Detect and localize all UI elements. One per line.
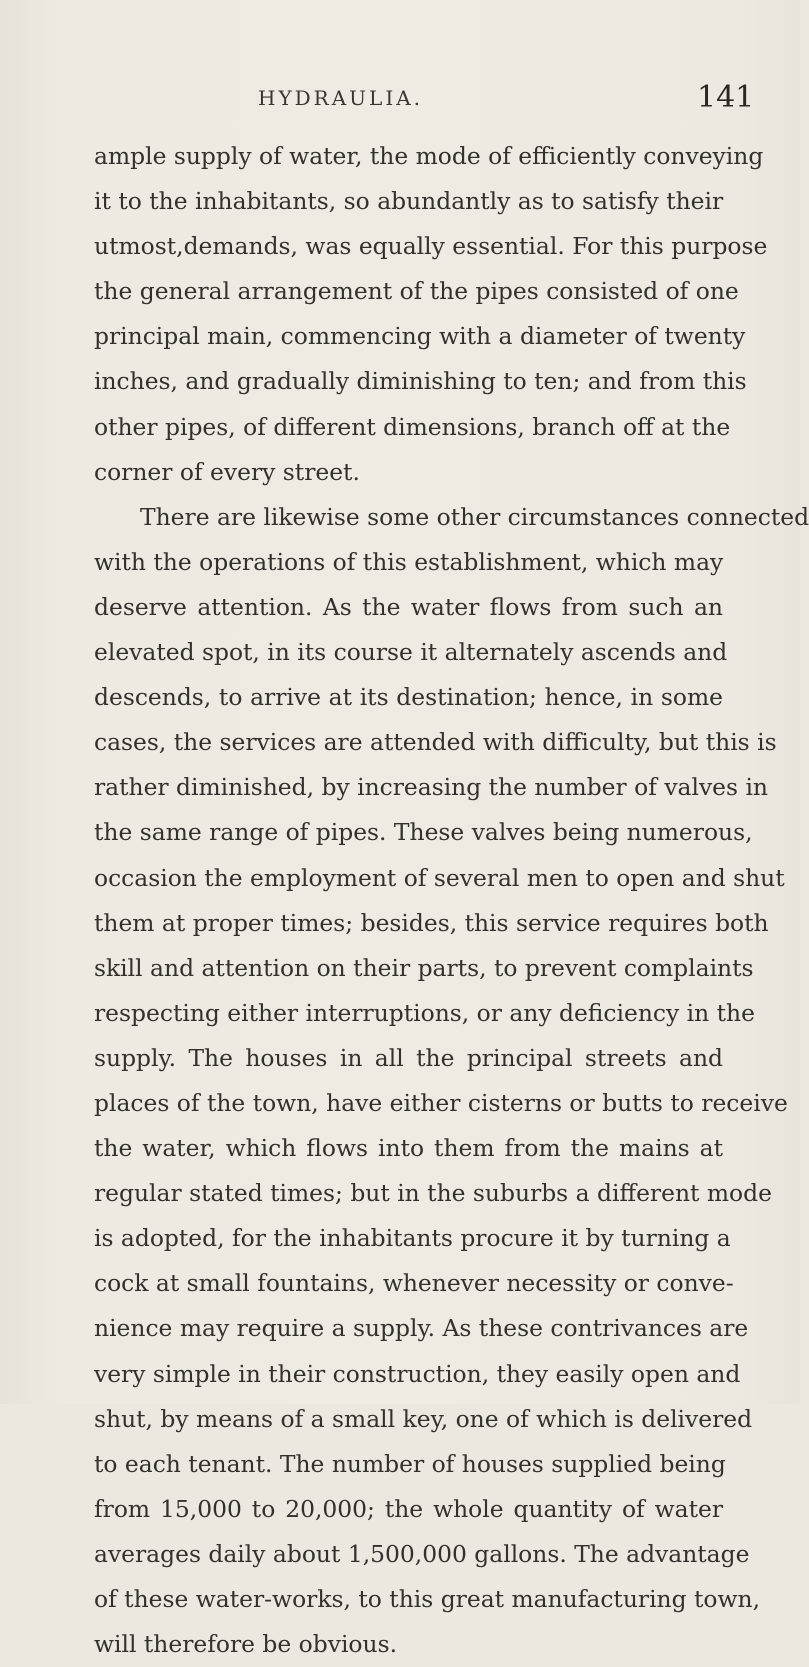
text-line: to each tenant. The number of houses supplied being bbox=[94, 1449, 726, 1478]
text-line: utmost,demands, was equally essential. For this purpose bbox=[94, 232, 768, 261]
text-line: it to the inhabitants, so abundantly as to satisfy their bbox=[94, 187, 724, 216]
text-line: nience may require a supply. As these contrivances are bbox=[94, 1314, 749, 1343]
text-line: will therefore be obvious. bbox=[94, 1630, 398, 1659]
text-line: the water, which flows into them from the mains at bbox=[94, 1134, 723, 1163]
text-line: averages daily about 1,500,000 gallons. The advantage bbox=[94, 1539, 750, 1568]
text-line: descends, to arrive at its destination; hence, in some bbox=[94, 683, 723, 712]
text-line: elevated spot, in its course it alternately ascends and bbox=[94, 638, 728, 667]
text-line: cases, the services are attended with difficulty, but this is bbox=[94, 728, 777, 757]
text-line: them at proper times; besides, this service requires both bbox=[94, 908, 769, 937]
text-line: from 15,000 to 20,000; the whole quantity of water bbox=[94, 1494, 723, 1523]
text-line: of these water-works, to this great manufacturing town, bbox=[94, 1585, 761, 1613]
text-line: rather diminished, by increasing the number of valves in bbox=[94, 773, 768, 802]
text-line: respecting either interruptions, or any deficiency in the bbox=[94, 998, 755, 1027]
page-number: 141 bbox=[697, 80, 755, 115]
text-line: principal main, commencing with a diameter of twenty bbox=[94, 322, 746, 351]
text-line: with the operations of this establishment, which may bbox=[94, 547, 724, 576]
text-line: the same range of pipes. These valves being numerous, bbox=[94, 818, 753, 847]
text-line: supply. The houses in all the principal streets and bbox=[94, 1043, 723, 1072]
paragraph-start-line: There are likewise some other circumstances connected bbox=[140, 502, 809, 531]
text-line: cock at small fountains, whenever necessity or conve- bbox=[94, 1269, 734, 1298]
text-line: is adopted, for the inhabitants procure it by turning a bbox=[94, 1224, 731, 1253]
page-header bbox=[0, 80, 800, 124]
text-line: other pipes, of different dimensions, branch off at the bbox=[94, 412, 731, 441]
text-line: regular stated times; but in the suburbs a different mode bbox=[94, 1179, 772, 1208]
text-line: corner of every street. bbox=[94, 457, 360, 486]
text-line: occasion the employment of several men to open and shut bbox=[94, 863, 785, 892]
text-line: shut, by means of a small key, one of which is delivered bbox=[94, 1404, 753, 1433]
body-text bbox=[94, 134, 809, 1667]
text-line: inches, and gradually diminishing to ten; and from this bbox=[94, 367, 747, 396]
text-line: places of the town, have either cisterns or butts to receive bbox=[94, 1088, 788, 1117]
text-line: ample supply of water, the mode of efficiently conveying bbox=[94, 142, 764, 170]
text-line: skill and attention on their parts, to prevent complaints bbox=[94, 953, 754, 982]
text-line: deserve attention. As the water flows from such an bbox=[94, 592, 723, 621]
text-line: the general arrangement of the pipes consisted of one bbox=[94, 277, 739, 306]
text-line: very simple in their construction, they easily open and bbox=[94, 1359, 741, 1388]
running-title: HYDRAULIA. bbox=[258, 86, 424, 110]
